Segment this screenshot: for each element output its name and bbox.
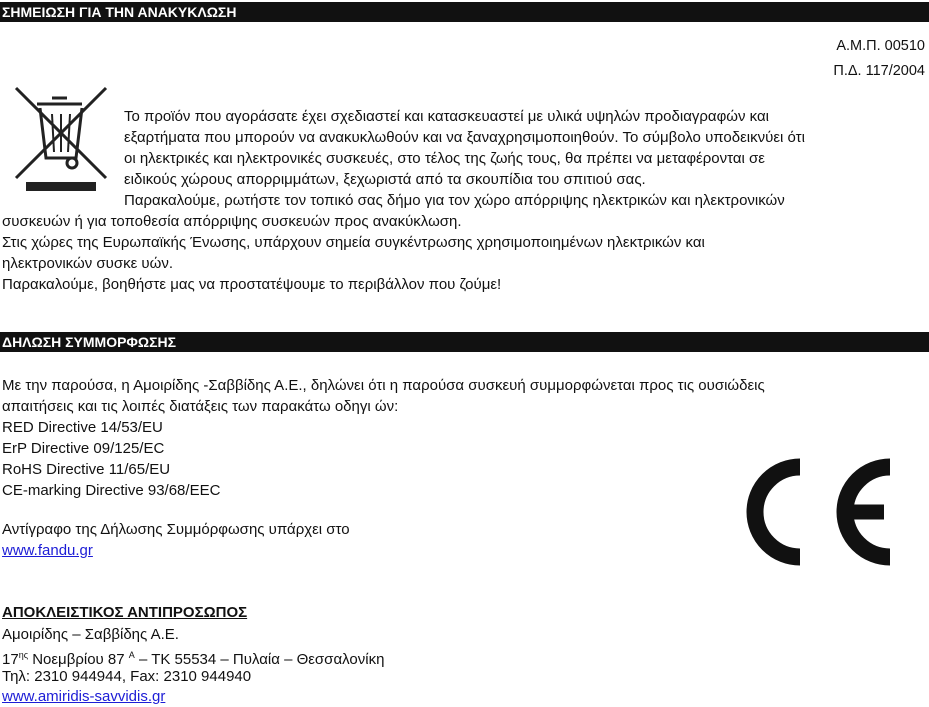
reference-pd: Π.Δ. 117/2004 [833,63,925,79]
amiridis-link[interactable]: www.amiridis-savvidis.gr [2,688,166,705]
representative-company: Αμοιρίδης – Σαββίδης Α.Ε. [2,626,179,643]
recycling-para-2: συσκευών ή για τοποθεσία απόρριψης συσκευών προς ανακύκλωση. Στις χώρες της Ευρωπαϊκής Ένωσης, υπάρχουν σημεία συγκέντρωσης χρησιμοποιημένων ηλεκτρικών και ηλεκτρονικών συσκε υών. Παρακαλούμε, βοηθήστε μας να προστατέψουμε το περιβάλλον που ζούμε! [2,213,705,293]
reference-amp: Α.Μ.Π. 00510 [836,38,925,54]
conformity-copy-text: Αντίγραφο της Δήλωσης Συμμόρφωσης υπάρχει στο [2,521,350,538]
representative-address: $17^{\eta\varsigma}$ Νοεμβρίου 87 $^A$ – ΤΚ 55534 – Πυλαία – Θεσσαλονίκη [2,650,385,668]
representative-title: ΑΠΟΚΛΕΙΣΤΙΚΟΣ ΑΝΤΙΠΡΟΣΩΠΟΣ [2,604,248,621]
conformity-text: Με την παρούσα, η Αμοιρίδης -Σαββίδης Α.Ε., δηλώνει ότι η παρούσα συσκευή συμμορφώνεται προς τις ουσιώδεις απαιτήσεις και τις λοιπές διατάξεις των παρακάτω οδηγι ών: RED Directive 14/53/EU ErP Directive 09/125/EC RoHS Directive 11/65/EU CE-marking Directive 93/68/EEC [2,377,765,499]
ce-mark-icon [730,455,894,569]
recycling-header: ΣΗΜΕΙΩΣΗ ΓΙΑ ΤΗΝ ΑΝΑΚΥΚΛΩΣΗ [0,2,929,22]
weee-crossed-bin-icon [12,84,110,196]
recycling-para-1: Το προϊόν που αγοράσατε έχει σχεδιαστεί και κατασκευαστεί με υλικά υψηλών προδιαγραφών και εξαρτήματα που μπορούν να ανακυκλωθούν και να ξαναχρησιμοποιηθούν. Το σύμβολο υποδεικνύει ότι οι ηλεκτρικές και ηλεκτρονικές συσκευές, στο τέλος της ζωής τους, θα πρέπει να μεταφέρονται σε ειδικούς χώρους απορριμμάτων, ξεχωριστά από τα σκουπίδια του σπιτιού σας. Παρακαλούμε, ρωτήστε τον τοπικό σας δήμο για τον χώρο απόρριψης ηλεκτρικών και ηλεκτρονικών [124,108,805,209]
fandu-link[interactable]: www.fandu.gr [2,542,93,559]
conformity-header: ΔΗΛΩΣΗ ΣΥΜΜΟΡΦΩΣΗΣ [0,332,929,352]
representative-phone: Τηλ: 2310 944944, Fax: 2310 944940 [2,668,252,685]
